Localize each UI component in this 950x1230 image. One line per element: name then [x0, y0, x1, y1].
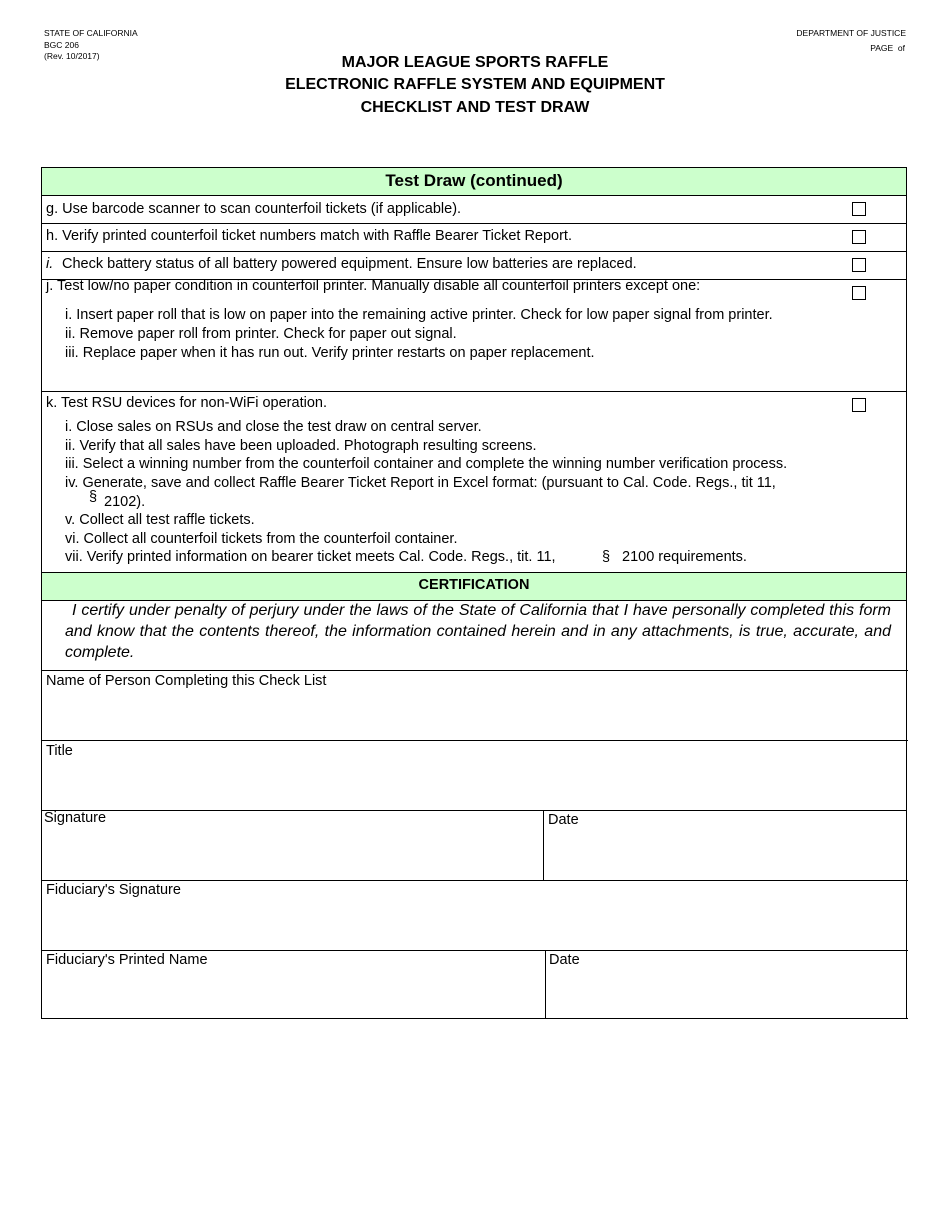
date-field-label: Date: [548, 812, 579, 828]
item-i-letter: i.: [46, 256, 54, 272]
item-g-text: g. Use barcode scanner to scan counterfoil tickets (if applicable).: [46, 201, 462, 217]
item-j-checkbox[interactable]: [852, 286, 866, 300]
checklist-form: [41, 167, 907, 1019]
item-k-sub-ii: ii. Verify that all sales have been uploaded. Photograph resulting screens.: [65, 438, 537, 454]
section-heading: Test Draw (continued): [385, 171, 563, 190]
item-k-sub-iv: iv. Generate, save and collect Raffle Bearer Ticket Report in Excel format: (pursuant to Cal. Code. Regs., tit 11,: [65, 475, 776, 491]
item-k-checkbox[interactable]: [852, 398, 866, 412]
form-revision: (Rev. 10/2017): [44, 51, 100, 61]
page-number: PAGE of: [870, 43, 905, 53]
fiduciary-name-label: Fiduciary's Printed Name: [46, 952, 208, 968]
item-k-sub-vii-cont: 2100 requirements.: [622, 549, 747, 565]
name-field[interactable]: [42, 691, 906, 739]
signature-field-label: Signature: [44, 810, 107, 826]
form-title-line-3: CHECKLIST AND TEST DRAW: [360, 99, 590, 116]
signature-field[interactable]: [42, 828, 542, 879]
form-title-line-1: MAJOR LEAGUE SPORTS RAFFLE: [341, 54, 609, 71]
agency-label: STATE OF CALIFORNIA: [44, 28, 138, 38]
fiduciary-signature-label: Fiduciary's Signature: [46, 882, 181, 898]
title-field-label: Title: [46, 743, 73, 759]
date-field[interactable]: [544, 830, 906, 879]
department-label: DEPARTMENT OF JUSTICE: [796, 28, 906, 38]
item-k-text: k. Test RSU devices for non-WiFi operation.: [46, 395, 327, 411]
item-j-sub-ii: ii. Remove paper roll from printer. Check for paper out signal.: [65, 326, 457, 342]
form-number: BGC 206: [44, 40, 79, 50]
item-k-sub-vii-section-symbol: §: [602, 549, 611, 565]
item-h-text: h. Verify printed counterfoil ticket numbers match with Raffle Bearer Ticket Report.: [46, 228, 572, 244]
item-k-sub-iv-cont: 2102).: [104, 494, 146, 510]
name-field-label: Name of Person Completing this Check List: [46, 673, 327, 689]
item-k-sub-iv-section-symbol: §: [89, 489, 98, 505]
item-k-sub-vi: vi. Collect all counterfoil tickets from the counterfoil container.: [65, 531, 458, 547]
form-title-line-2: ELECTRONIC RAFFLE SYSTEM AND EQUIPMENT: [285, 76, 665, 93]
fiduciary-name-field[interactable]: [42, 970, 544, 1017]
item-k-sub-i: i. Close sales on RSUs and close the test draw on central server.: [65, 419, 482, 435]
item-g-checkbox[interactable]: [852, 202, 866, 216]
item-i-text: Check battery status of all battery powered equipment. Ensure low batteries are replaced.: [62, 256, 637, 272]
item-k-sub-iii: iii. Select a winning number from the counterfoil container and complete the winning number verification process.: [65, 456, 788, 472]
item-k-sub-vii: vii. Verify printed information on bearer ticket meets Cal. Code. Regs., tit. 11,: [65, 549, 556, 565]
title-field[interactable]: [42, 761, 906, 809]
item-j-sub-iii: iii. Replace paper when it has run out. Verify printer restarts on paper replacement.: [65, 345, 595, 361]
fiduciary-date-label: Date: [549, 952, 580, 968]
item-h-checkbox[interactable]: [852, 230, 866, 244]
item-j-text: j. Test low/no paper condition in counterfoil printer. Manually disable all counterfoil printers except one:: [46, 278, 701, 294]
certification-statement: I certify under penalty of perjury under the laws of the State of California that I have personally completed this form and know that the contents thereof, the information contained herein and in any attachments, is true, accurate, and complete.: [65, 602, 891, 661]
item-j-sub-i: i. Insert paper roll that is low on paper into the remaining active printer. Check for low paper signal from printer.: [65, 307, 773, 323]
item-i-checkbox[interactable]: [852, 258, 866, 272]
fiduciary-signature-field[interactable]: [42, 900, 906, 949]
fiduciary-date-field[interactable]: [546, 970, 906, 1017]
certification-heading: CERTIFICATION: [418, 577, 530, 593]
item-k-sub-v: v. Collect all test raffle tickets.: [65, 512, 255, 528]
